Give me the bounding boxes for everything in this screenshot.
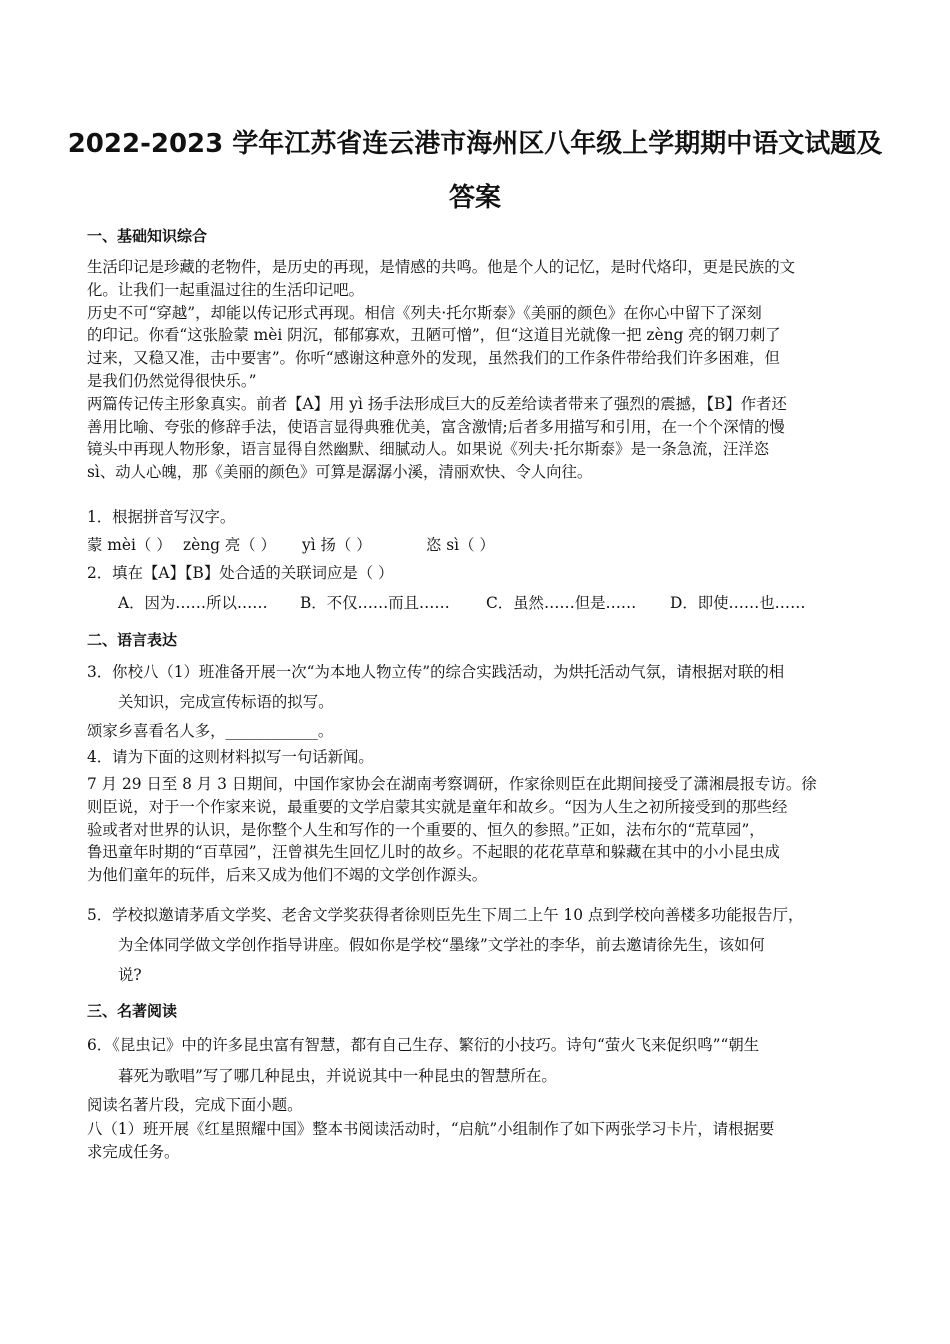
document-title bbox=[60, 117, 890, 225]
section-heading-2: 二、语言表达 bbox=[87, 631, 178, 649]
section-heading-3: 三、名著阅读 bbox=[87, 1002, 178, 1020]
question-4-stem: 4．请为下面的这则材料拟写一句话新闻。 bbox=[87, 748, 374, 766]
task-line: 求完成任务。 bbox=[87, 1142, 180, 1161]
q2-option-a: A．因为……所以…… bbox=[118, 594, 268, 612]
question-5-line-1: 5．学校拟邀请茅盾文学奖、老舍文学奖获得者徐则臣先生下周二上午 10 点到学校向善楼多功能报告厅， bbox=[87, 906, 804, 924]
passage-line: 两篇传记传主形象真实。前者【A】用 yì 扬手法形成巨大的反差给读者带来了强烈的震撼，【B】作者还 bbox=[87, 394, 787, 413]
passage-line: 的印记。你看“这张脸蒙 mèi 阴沉，郁郁寡欢，丑陋可憎”，但“这道目光就像一把 zèng 亮的钢刀刺了 bbox=[87, 326, 781, 345]
material-line: 验或者对世界的认识，是你整个人生和写作的一个重要的、恒久的参照。”正如，法布尔的“荒草园”， bbox=[87, 820, 765, 839]
material-line: 为他们童年的玩伴，后来又成为他们不竭的文学创作源头。 bbox=[87, 866, 488, 885]
question-2-stem: 2．填在【A】【B】处合适的关联词应是（ ） bbox=[87, 564, 394, 582]
q1-item-3: yì 扬（ ） bbox=[302, 536, 372, 554]
passage-line: 化。让我们一起重温过往的生活印记吧。 bbox=[87, 280, 365, 299]
section-heading-1: 一、基础知识综合 bbox=[87, 227, 208, 245]
q1-item-4: 恣 sì（ ） bbox=[426, 536, 495, 554]
passage-line: 善用比喻、夸张的修辞手法，使语言显得典雅优美，富含激情;后者多用描写和引用，在一个个深情的慢 bbox=[87, 417, 785, 436]
title-line-2: 答案 bbox=[448, 183, 501, 213]
q1-item-2: zèng 亮（ ） bbox=[183, 536, 276, 554]
question-6-line-2: 暮死为歌唱”写了哪几种昆虫，并说说其中一种昆虫的智慧所在。 bbox=[118, 1067, 557, 1085]
passage-line: 是我们仍然觉得很快乐。” bbox=[87, 371, 257, 390]
q2-option-b: B．不仅……而且…… bbox=[300, 594, 450, 612]
question-5-line-3: 说? bbox=[118, 966, 142, 984]
question-3-line-2: 关知识，完成宣传标语的拟写。 bbox=[118, 693, 334, 711]
material-line: 7 月 29 日至 8 月 3 日期间，中国作家协会在湖南考察调研，作家徐则臣在此期间接受了潇湘晨报专访。徐 bbox=[87, 775, 817, 793]
question-5-line-2: 为全体同学做文学创作指导讲座。假如你是学校“墨缘”文学社的李华，前去邀请徐先生，该如何 bbox=[118, 936, 765, 954]
question-1-stem: 1．根据拼音写汉字。 bbox=[87, 508, 236, 526]
reading-task bbox=[87, 1118, 863, 1164]
passage-line: 生活印记是珍藏的老物件，是历史的再现，是情感的共鸣。他是个人的记忆，是时代烙印，更是民族的文 bbox=[87, 258, 795, 276]
title-line-1: 2022-2023 学年江苏省连云港市海州区八年级上学期期中语文试题及 bbox=[67, 129, 883, 159]
passage-line: sì、动人心魄，那《美丽的颜色》可算是潺潺小溪，清丽欢快、令人向往。 bbox=[87, 463, 593, 482]
q4-material bbox=[87, 773, 863, 887]
reading-intro: 阅读名著片段，完成下面小题。 bbox=[87, 1096, 303, 1114]
passage-1 bbox=[87, 256, 863, 484]
q2-option-c: C．虽然……但是…… bbox=[486, 594, 637, 612]
passage-line: 镜头中再现人物形象，语言显得自然幽默、细腻动人。如果说《列夫·托尔斯泰》是一条急流，汪洋恣 bbox=[87, 440, 770, 459]
q2-option-d: D．即使……也…… bbox=[670, 594, 806, 612]
passage-line: 历史不可“穿越”，却能以传记形式再现。相信《列夫·托尔斯泰》《美丽的颜色》在你心中留下了深刻 bbox=[87, 303, 762, 322]
question-3-line-1: 3．你校八（1）班准备开展一次“为本地人物立传”的综合实践活动，为烘托活动气氛，请根据对联的相 bbox=[87, 663, 785, 681]
q3-couplet-blank: 颂家乡喜看名人多，____________。 bbox=[87, 722, 334, 740]
material-line: 则臣说，对于一个作家来说，最重要的文学启蒙其实就是童年和故乡。“因为人生之初所接受到的那些经 bbox=[87, 797, 788, 816]
q1-item-1: 蒙 mèi（ ） bbox=[87, 536, 172, 554]
passage-line: 过来，又稳又准，击中要害”。你听“感谢这种意外的发现，虽然我们的工作条件带给我们许多困难，但 bbox=[87, 349, 780, 368]
material-line: 鲁迅童年时期的“百草园”，汪曾祺先生回忆儿时的故乡。不起眼的花花草草和躲藏在其中的小小昆虫成 bbox=[87, 843, 780, 862]
task-line: 八（1）班开展《红星照耀中国》整本书阅读活动时，“启航”小组制作了如下两张学习卡片，请根据要 bbox=[87, 1120, 775, 1138]
question-6-line-1: 6．《昆虫记》中的许多昆虫富有智慧，都有自己生存、繁衍的小技巧。诗句“萤火飞来促织鸣”“朝生 bbox=[87, 1036, 760, 1054]
